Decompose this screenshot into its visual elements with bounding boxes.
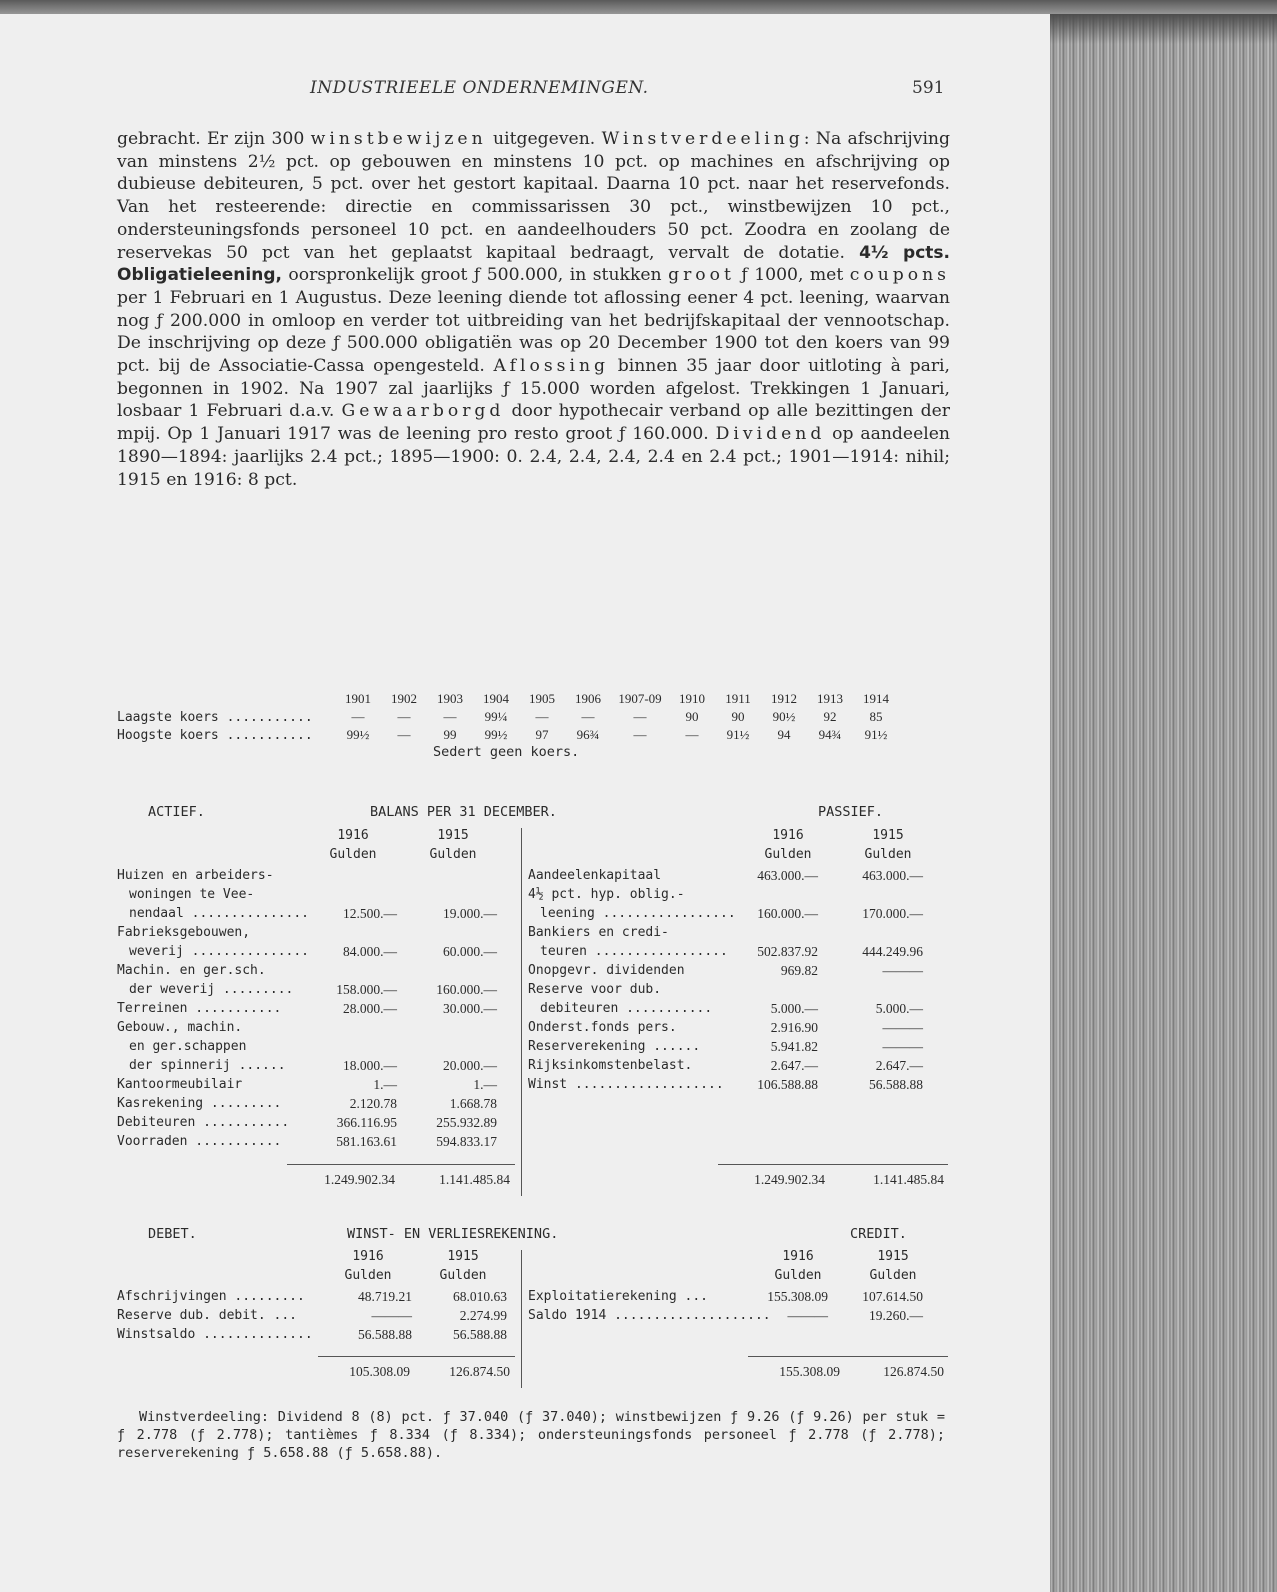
profit-distribution-note bbox=[117, 1408, 945, 1462]
value-1916: ——— bbox=[787, 1308, 828, 1323]
value-1915: 1.— bbox=[473, 1077, 497, 1092]
value-1916: 502.837.92 bbox=[757, 944, 818, 959]
cell: 99 bbox=[443, 727, 457, 742]
page-number: 591 bbox=[912, 78, 945, 98]
row-label: Voorraden ........... bbox=[117, 1134, 282, 1149]
row-label: Hoogste koers ........... bbox=[117, 727, 313, 743]
year-header: 1901 bbox=[345, 691, 371, 706]
cell: — bbox=[397, 709, 411, 724]
value-1915: 160.000.— bbox=[436, 982, 497, 997]
column-divider bbox=[521, 1250, 522, 1388]
year-header: 1911 bbox=[725, 691, 751, 706]
value-1915: 5.000.— bbox=[875, 1001, 923, 1016]
total-credit-1916: 155.308.09 bbox=[779, 1364, 840, 1379]
row-label: leening ................. bbox=[540, 906, 736, 921]
column-divider bbox=[521, 828, 522, 1196]
value-1916: ——— bbox=[371, 1308, 412, 1323]
cell: — bbox=[443, 709, 457, 724]
value-1916: 28.000.— bbox=[343, 1001, 397, 1016]
year-header: 1903 bbox=[437, 691, 463, 706]
value-1916: 2.916.90 bbox=[770, 1020, 818, 1035]
total-debet-1915: 126.874.50 bbox=[449, 1364, 510, 1379]
col-unit: Gulden bbox=[864, 847, 912, 862]
cell: — bbox=[351, 709, 365, 724]
row-label: Terreinen ........... bbox=[117, 1001, 282, 1016]
value-1915: 19.000.— bbox=[443, 906, 497, 921]
value-1916: 5.941.82 bbox=[770, 1039, 818, 1054]
row-label: Bankiers en credi- bbox=[528, 925, 669, 940]
row-label: Reserverekening ...... bbox=[528, 1039, 701, 1054]
cell: 99½ bbox=[484, 727, 508, 742]
row-label: Fabrieksgebouwen, bbox=[117, 925, 251, 940]
text-run: ƒ 1000, met bbox=[734, 265, 850, 286]
text-run: uitgegeven. bbox=[486, 129, 602, 149]
row-label: en ger.schappen bbox=[129, 1039, 247, 1054]
value-1916: 1.— bbox=[373, 1077, 397, 1092]
cell: 94 bbox=[777, 727, 791, 742]
year-header: 1914 bbox=[863, 691, 889, 706]
col-year-1915: 1915 bbox=[872, 828, 904, 843]
value-1915: ——— bbox=[882, 1020, 923, 1035]
cell: 91½ bbox=[726, 727, 750, 742]
body-paragraph bbox=[117, 128, 950, 491]
row-label: Onopgevr. dividenden bbox=[528, 963, 685, 978]
value-1916: 5.000.— bbox=[770, 1001, 818, 1016]
year-header: 1907-09 bbox=[618, 691, 662, 706]
total-credit-1915: 126.874.50 bbox=[883, 1364, 944, 1379]
col-year-1915: 1915 bbox=[447, 1249, 479, 1264]
col-year-1916: 1916 bbox=[352, 1249, 384, 1264]
value-1916: 969.82 bbox=[780, 963, 818, 978]
col-unit: Gulden bbox=[439, 1268, 487, 1283]
col-year-1915: 1915 bbox=[877, 1249, 909, 1264]
cell: 85 bbox=[869, 709, 883, 724]
cell: 99½ bbox=[346, 727, 370, 742]
value-1915: 255.932.89 bbox=[436, 1115, 497, 1130]
value-1915: 56.588.88 bbox=[453, 1327, 507, 1342]
cell: 90 bbox=[685, 709, 699, 724]
row-label: Saldo 1914 .................... bbox=[528, 1308, 771, 1323]
total-rule bbox=[748, 1356, 948, 1357]
year-header: 1904 bbox=[483, 691, 509, 706]
value-1916: 463.000.— bbox=[757, 868, 818, 883]
footnote-text: Winstverdeeling: Dividend 8 (8) pct. ƒ 37.040 (ƒ 37.040); winstbewijzen ƒ 9.26 (ƒ 9.26) per stuk = ƒ 2.778 (ƒ 2.778); tantièmes ƒ 8.334 (ƒ 8.334); ondersteuningsfonds personeel ƒ 2.778 (ƒ 2.778); reserverekening ƒ 5.658.88 (ƒ 5.658.88). bbox=[117, 1409, 945, 1461]
row-label: Exploitatierekening ... bbox=[528, 1289, 709, 1304]
row-label: Winstsaldo .............. bbox=[117, 1327, 313, 1342]
cell: — bbox=[633, 727, 647, 742]
value-1916: 158.000.— bbox=[336, 982, 397, 997]
year-header: 1906 bbox=[575, 691, 601, 706]
total-rule bbox=[718, 1164, 948, 1165]
balance-center-title: BALANS PER 31 DECEMBER. bbox=[370, 804, 557, 820]
cell: — bbox=[535, 709, 549, 724]
table-row bbox=[117, 726, 899, 744]
value-1916: 155.308.09 bbox=[767, 1289, 828, 1304]
price-table bbox=[117, 690, 947, 760]
total-actief-1915: 1.141.485.84 bbox=[439, 1172, 510, 1187]
total-passief-1916: 1.249.902.34 bbox=[754, 1172, 825, 1187]
pl-right-title: CREDIT. bbox=[850, 1226, 907, 1242]
col-unit: Gulden bbox=[329, 847, 377, 862]
cell: — bbox=[633, 709, 647, 724]
spaced-term: groot bbox=[668, 265, 735, 286]
total-rule bbox=[318, 1356, 515, 1357]
row-label: Machin. en ger.sch. bbox=[117, 963, 266, 978]
cell: 97 bbox=[535, 727, 549, 742]
year-header: 1913 bbox=[817, 691, 843, 706]
value-1915: 60.000.— bbox=[443, 944, 497, 959]
col-year-1916: 1916 bbox=[772, 828, 804, 843]
row-label: teuren ................. bbox=[540, 944, 728, 959]
col-unit: Gulden bbox=[429, 847, 477, 862]
row-label: Gebouw., machin. bbox=[117, 1020, 243, 1035]
book-page-edges bbox=[1050, 14, 1277, 1592]
running-title: INDUSTRIEELE ONDERNEMINGEN. bbox=[310, 78, 649, 98]
row-label: Afschrijvingen ......... bbox=[117, 1289, 305, 1304]
cell: — bbox=[397, 727, 411, 742]
value-1916: 56.588.88 bbox=[358, 1327, 412, 1342]
credit-list bbox=[528, 1287, 948, 1327]
text-run: door hypothecair verband op alle bezittingen der mpij. Op 1 Januari 1917 was de leening pro resto groot ƒ 160.000. bbox=[117, 401, 950, 445]
value-1915: 1.668.78 bbox=[449, 1096, 497, 1111]
value-1916: 160.000.— bbox=[757, 906, 818, 921]
row-label: der weverij ......... bbox=[129, 982, 294, 997]
cell: — bbox=[685, 727, 699, 742]
row-label: Laagste koers ........... bbox=[117, 709, 313, 725]
year-header: 1912 bbox=[771, 691, 797, 706]
col-unit: Gulden bbox=[774, 1268, 822, 1283]
row-label: Kasrekening ......... bbox=[117, 1096, 282, 1111]
cell: 96¾ bbox=[576, 727, 600, 742]
value-1916: 2.647.— bbox=[770, 1058, 818, 1073]
pl-left-title: DEBET. bbox=[148, 1226, 197, 1242]
value-1915: ——— bbox=[882, 963, 923, 978]
col-year-1915: 1915 bbox=[437, 828, 469, 843]
balance-right-title: PASSIEF. bbox=[818, 804, 884, 820]
table-row bbox=[117, 708, 899, 726]
value-1915: 30.000.— bbox=[443, 1001, 497, 1016]
value-1915: 56.588.88 bbox=[869, 1077, 923, 1092]
price-table-header bbox=[117, 690, 899, 708]
text-run: op aandeelen 1890—1894: jaarlijks 2.4 pct.; 1895—1900: 0. 2.4, 2.4, 2.4, 2.4 en 2.4 pct.; 1901—1914: nihil; 1915 en 1916: 8 pct. bbox=[117, 424, 950, 490]
value-1915: 107.614.50 bbox=[862, 1289, 923, 1304]
value-1915: 2.647.— bbox=[875, 1058, 923, 1073]
row-label: Kantoormeubilair bbox=[117, 1077, 243, 1092]
value-1915: 68.010.63 bbox=[453, 1289, 507, 1304]
text-run: oorspronkelijk groot ƒ 500.000, in stukken bbox=[281, 265, 669, 286]
balance-left-title: ACTIEF. bbox=[148, 804, 205, 820]
total-rule bbox=[287, 1164, 515, 1165]
price-note: Sedert geen koers. bbox=[433, 744, 580, 760]
col-unit: Gulden bbox=[869, 1268, 917, 1283]
spaced-term: coupons bbox=[849, 265, 951, 286]
cell: 94¾ bbox=[818, 727, 842, 742]
year-header: 1905 bbox=[529, 691, 555, 706]
col-year-1916: 1916 bbox=[782, 1249, 814, 1264]
spaced-term: winstbewijzen bbox=[310, 129, 487, 149]
value-1916: 581.163.61 bbox=[336, 1134, 397, 1149]
col-unit: Gulden bbox=[764, 847, 812, 862]
year-header: 1910 bbox=[679, 691, 705, 706]
value-1915: 2.274.99 bbox=[459, 1308, 507, 1323]
value-1916: 84.000.— bbox=[343, 944, 397, 959]
value-1915: 463.000.— bbox=[862, 868, 923, 883]
value-1916: 106.588.88 bbox=[757, 1077, 818, 1092]
total-debet-1916: 105.308.09 bbox=[349, 1364, 410, 1379]
actief-list bbox=[117, 866, 517, 1156]
row-label: woningen te Vee- bbox=[129, 887, 255, 902]
value-1915: 170.000.— bbox=[862, 906, 923, 921]
cell: 91½ bbox=[864, 727, 888, 742]
debet-list bbox=[117, 1287, 517, 1347]
year-header: 1902 bbox=[391, 691, 417, 706]
value-1916: 18.000.— bbox=[343, 1058, 397, 1073]
row-label: der spinnerij ...... bbox=[129, 1058, 286, 1073]
cell: 92 bbox=[823, 709, 837, 724]
cell: 99¼ bbox=[484, 709, 508, 724]
spaced-term: Winstverdeeling bbox=[601, 129, 804, 149]
spaced-term: Dividend bbox=[715, 424, 826, 445]
spaced-term: Aflossing bbox=[493, 356, 610, 377]
value-1916: 48.719.21 bbox=[358, 1289, 412, 1304]
row-label: Reserve voor dub. bbox=[528, 982, 662, 997]
value-1915: 594.833.17 bbox=[436, 1134, 497, 1149]
row-label: Reserve dub. debit. ... bbox=[117, 1308, 298, 1323]
value-1916: 12.500.— bbox=[343, 906, 397, 921]
cell: 90 bbox=[731, 709, 745, 724]
value-1915: 444.249.96 bbox=[862, 944, 923, 959]
row-label: Winst ................... bbox=[528, 1077, 724, 1092]
total-passief-1915: 1.141.485.84 bbox=[873, 1172, 944, 1187]
row-label: nendaal ............... bbox=[129, 906, 310, 921]
row-label: Aandeelenkapitaal bbox=[528, 868, 662, 883]
total-actief-1916: 1.249.902.34 bbox=[324, 1172, 395, 1187]
text-run: per 1 Februari en 1 Augustus. Deze leening diende tot aflossing eener 4 pct. leening, waarvan nog ƒ 200.000 in omloop en verder tot uitbreiding van het bedrijfskapitaal der vennootschap. De inschrijving op deze ƒ 500.000 obligatiën was op 20 December 1900 tot den koers van 99 pct. bij de Associatie-Cassa opengesteld. bbox=[117, 287, 950, 377]
row-label: Debiteuren ........... bbox=[117, 1115, 290, 1130]
value-1915: 20.000.— bbox=[443, 1058, 497, 1073]
row-label: 4½ pct. hyp. oblig.- bbox=[528, 887, 685, 902]
row-label: debiteuren ........... bbox=[540, 1001, 713, 1016]
row-label: Rijksinkomstenbelast. bbox=[528, 1058, 693, 1073]
cell: 90½ bbox=[772, 709, 796, 724]
text-run: gebracht. Er zijn 300 bbox=[117, 129, 311, 149]
col-unit: Gulden bbox=[344, 1268, 392, 1283]
cell: — bbox=[581, 709, 595, 724]
col-year-1916: 1916 bbox=[337, 828, 369, 843]
value-1916: 2.120.78 bbox=[349, 1096, 397, 1111]
row-label: Onderst.fonds pers. bbox=[528, 1020, 677, 1035]
text-run: : Na afschrijving van minstens 2½ pct. op gebouwen en minstens 10 pct. op machines en afschrijving op dubieuse debiteuren, 5 pct. over het gestort kapitaal. Daarna 10 pct. naar het reservefonds. Van het resteerende: directie en commissarissen 30 pct., winstbewijzen 10 pct., ondersteuningsfonds personeel 10 pct. en aandeelhouders 50 pct. Zoodra en zoolang de reservekas 50 pct van het geplaatst kapitaal bedraagt, vervalt de dotatie. bbox=[117, 129, 951, 263]
row-label: Huizen en arbeiders- bbox=[117, 868, 274, 883]
row-label: weverij ............... bbox=[129, 944, 310, 959]
value-1915: ——— bbox=[882, 1039, 923, 1054]
text-run: binnen 35 jaar door uitloting à pari, begonnen in 1902. Na 1907 zal jaarlijks ƒ 15.000 worden afgelost. Trekkingen 1 Januari, losbaar 1 Februari d.a.v. bbox=[117, 356, 950, 422]
body-text bbox=[117, 128, 950, 491]
pl-center-title: WINST- EN VERLIESREKENING. bbox=[347, 1226, 559, 1242]
passief-list bbox=[528, 866, 948, 1092]
value-1915: 19.260.— bbox=[869, 1308, 923, 1323]
value-1916: 366.116.95 bbox=[336, 1115, 397, 1130]
spaced-term: Gewaarborgd bbox=[341, 401, 505, 422]
section-heading: 4½ pcts. Obligatieleening, bbox=[117, 242, 951, 286]
